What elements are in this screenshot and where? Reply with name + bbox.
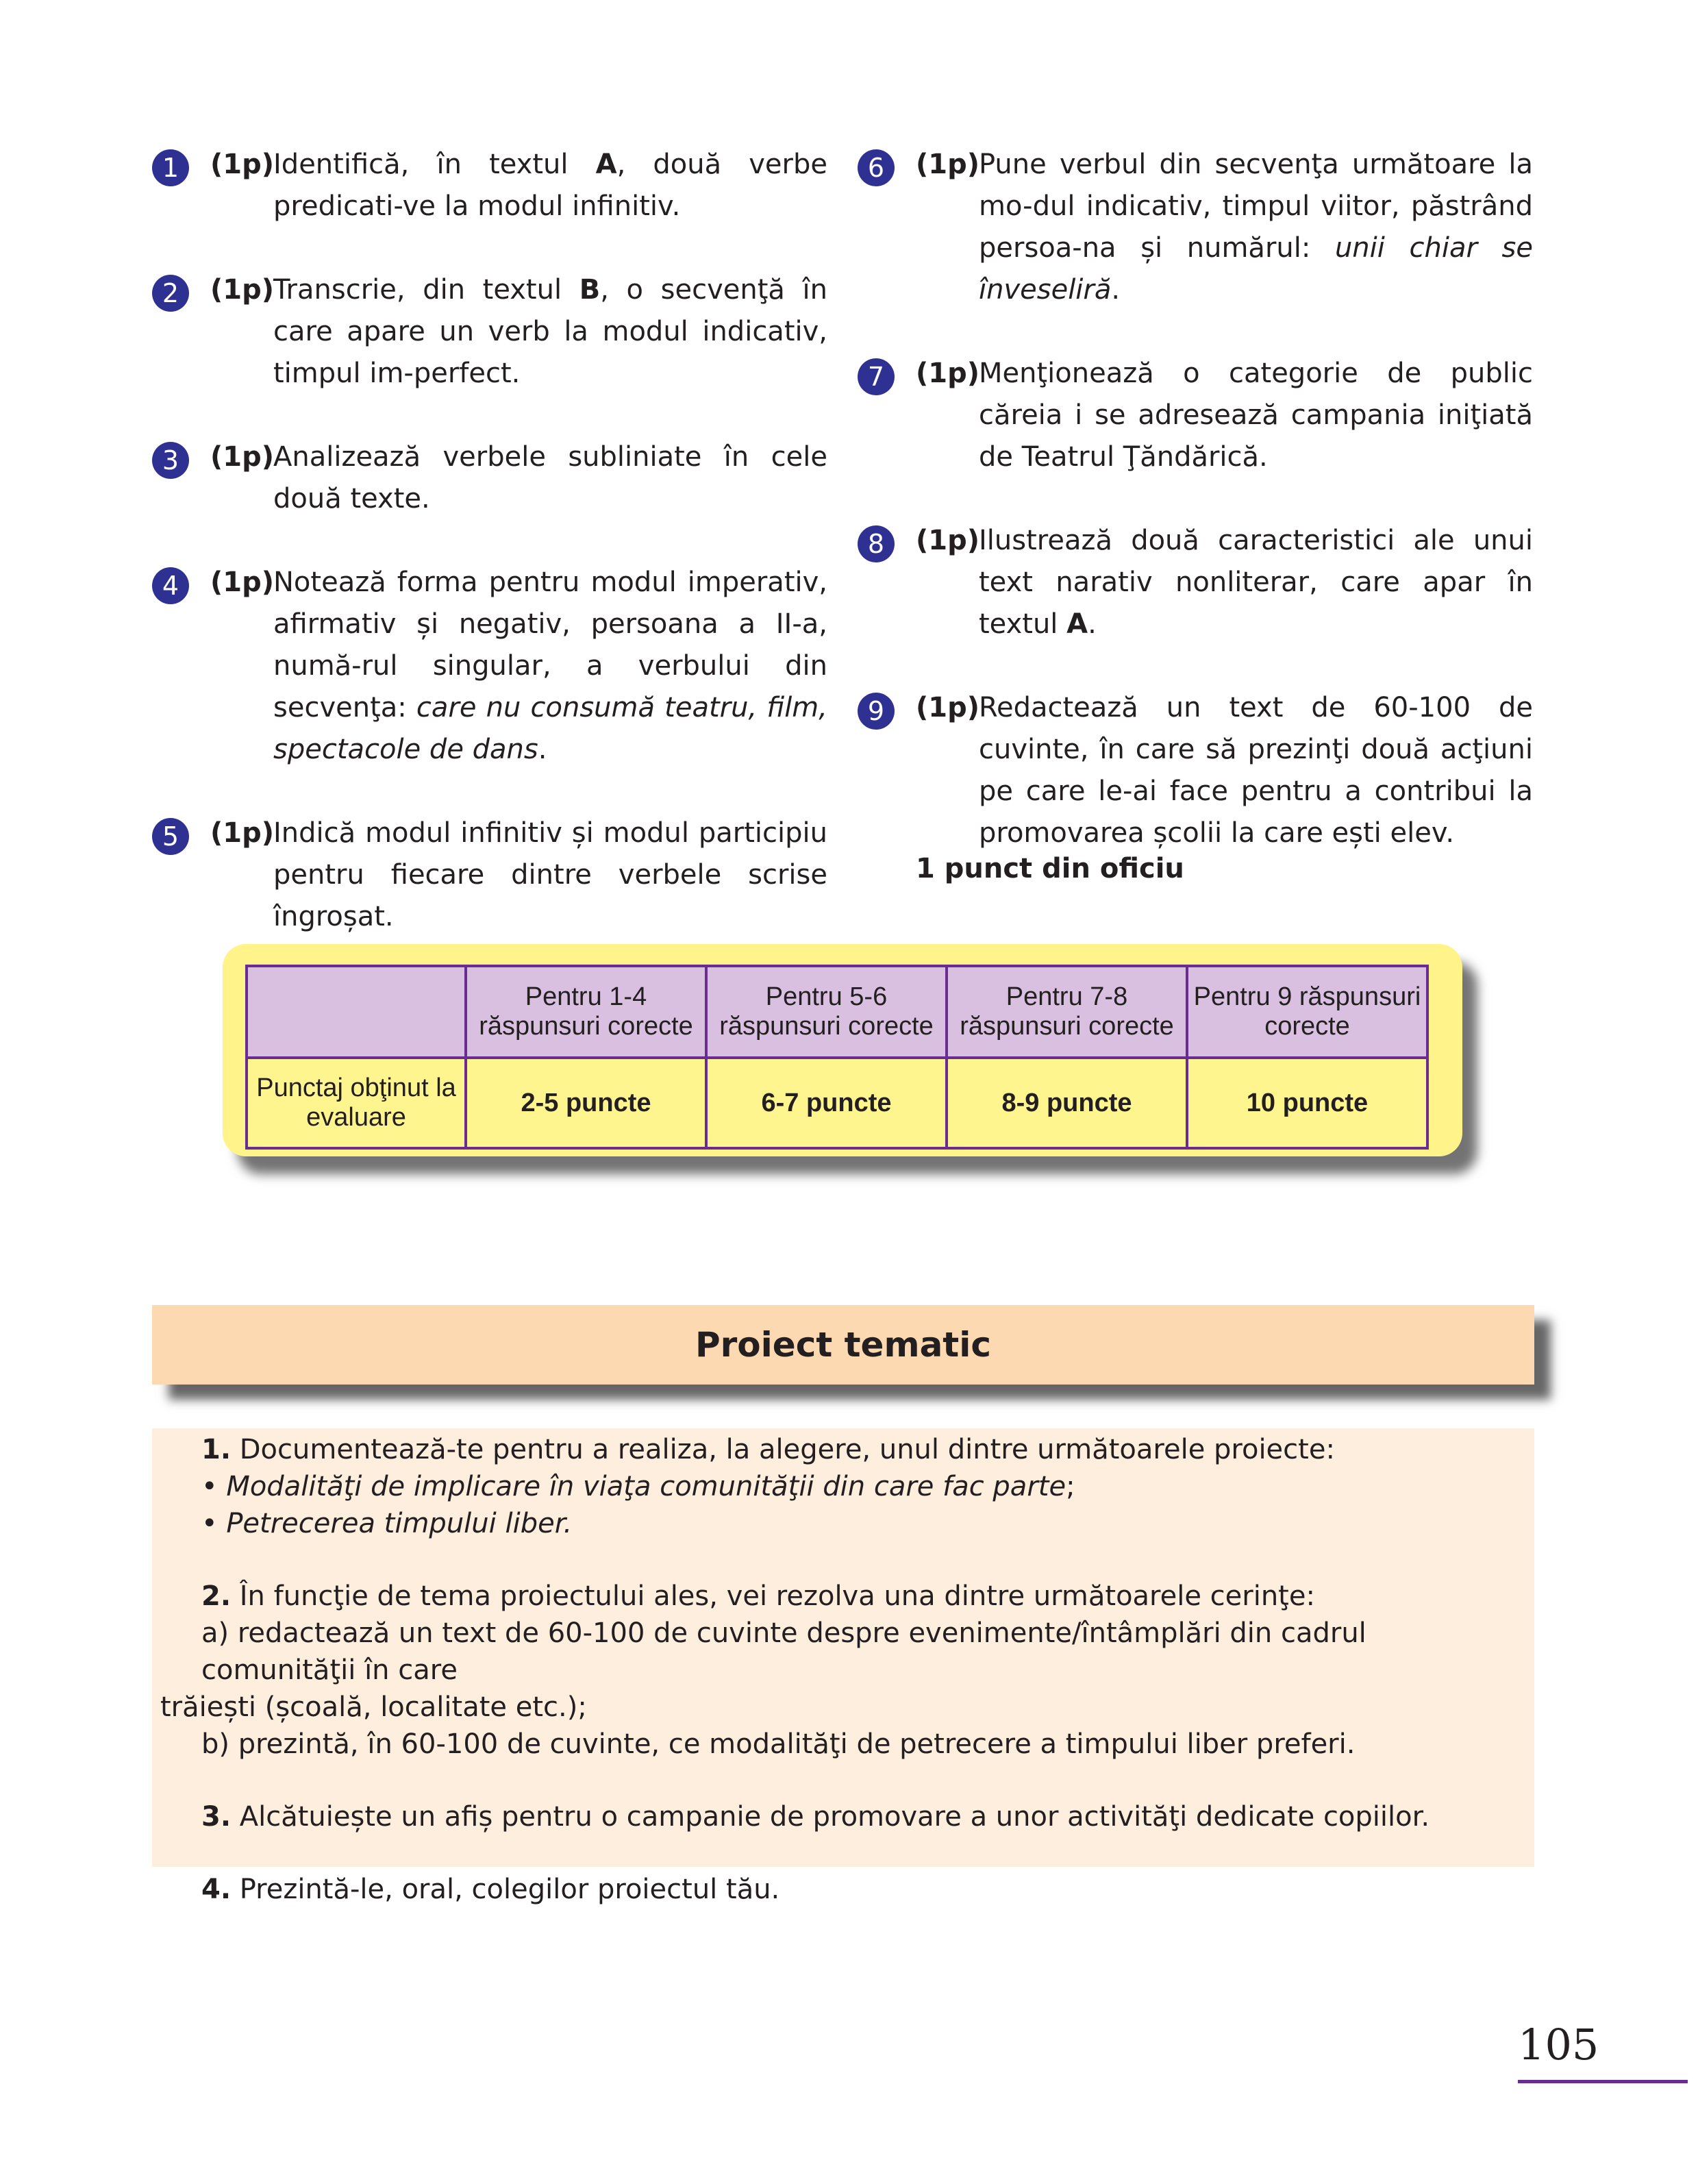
exercise-text-segment: , o secvenţă în care apare un verb la modul indicativ, timpul im-perfect. [273, 274, 827, 389]
exercise-item [152, 812, 827, 938]
project-bullet [160, 1505, 1526, 1542]
exercise-text-segment: B [579, 274, 601, 306]
exercise-points: (1p) [210, 149, 275, 180]
project-item-1 [160, 1431, 1526, 1468]
exercise-text [273, 269, 827, 395]
project-bullet-text: Modalităţi de implicare în viaţa comunităţii din care fac parte [226, 1471, 1066, 1502]
score-value-cell: 2-5 puncte [466, 1058, 706, 1148]
project-subitem-a-continued: trăiești (școală, localitate etc.); [160, 1691, 587, 1723]
project-item-2 [160, 1578, 1526, 1615]
project-bullet [160, 1468, 1526, 1505]
project-item-text: Alcătuiește un afiș pentru o campanie de promovare a unor activităţi dedicate copiilor. [239, 1801, 1430, 1833]
exercise-item [152, 436, 827, 520]
exercise-text-segment: . [1088, 608, 1097, 640]
exercise-item [858, 144, 1533, 311]
project-item-number: 2. [201, 1580, 232, 1612]
exercise-text [273, 812, 827, 938]
exercise-number-badge: 1 [152, 149, 189, 186]
page-number: 105 [1518, 2020, 1599, 2070]
exercise-points: (1p) [210, 441, 275, 473]
exercise-text [273, 436, 827, 520]
score-table [245, 965, 1429, 1150]
exercise-text-segment: Pune verbul din secvenţa următoare la mo-dul indicativ, timpul viitor, păstrând persoa-na și numărul: [979, 149, 1533, 264]
exercise-points: (1p) [916, 525, 980, 556]
score-header-cell: Pentru 1-4 răspunsuri corecte [466, 966, 706, 1058]
score-value-cell: 10 puncte [1187, 1058, 1427, 1148]
exercise-text-segment: . [538, 734, 547, 765]
exercise-text-segment: Notează forma pentru modul imperativ, afirmativ și negativ, persoana a II-a, numă-rul singular, a verbului din secvenţa: [273, 567, 827, 723]
exercise-points: (1p) [916, 358, 980, 389]
project-bullet-text: Petrecerea timpului liber. [226, 1508, 573, 1539]
exercise-number-badge: 7 [858, 358, 895, 395]
exercise-text [979, 687, 1533, 854]
score-table-corner [247, 966, 466, 1058]
exercise-column-left [152, 144, 827, 980]
exercise-text-segment: Transcrie, din textul [273, 274, 579, 306]
oficiu-note: 1 punct din oficiu [916, 853, 1184, 884]
score-header-cell: Pentru 7-8 răspunsuri corecte [947, 966, 1187, 1058]
exercise-points: (1p) [916, 149, 980, 180]
exercise-number-badge: 9 [858, 693, 895, 730]
exercise-item [152, 562, 827, 771]
project-item-4 [160, 1871, 1526, 1908]
exercise-text-segment: Menţionează o categorie de public căreia i se adresează campania iniţiată de Teatrul Ţăndărică. [979, 358, 1533, 473]
exercise-text-segment: unii chiar se înveseliră [979, 232, 1533, 306]
exercise-column-right [858, 144, 1533, 896]
score-row-label: Punctaj obţinut la evaluare [247, 1058, 466, 1148]
project-item-text: Prezintă-le, oral, colegilor proiectul tău. [239, 1874, 780, 1905]
exercise-item [858, 687, 1533, 854]
project-item-number: 3. [201, 1801, 232, 1833]
exercise-points: (1p) [210, 567, 275, 598]
exercise-number-badge: 3 [152, 442, 189, 479]
exercise-item [858, 353, 1533, 478]
exercise-text [979, 520, 1533, 645]
exercise-item [858, 520, 1533, 645]
exercise-number-badge: 4 [152, 567, 189, 604]
exercise-text-segment: Redactează un text de 60-100 de cuvinte, în care să prezinţi două acţiuni pe care le-ai face pentru a contribui la promovarea școlii la care ești elev. [979, 692, 1533, 849]
page-number-rule [1518, 2080, 1688, 2083]
project-item-text: Documentează-te pentru a realiza, la alegere, unul dintre următoarele proiecte: [239, 1434, 1335, 1465]
score-header-cell: Pentru 5-6 răspunsuri corecte [706, 966, 947, 1058]
score-table-value-row [247, 1058, 1427, 1148]
exercise-text [273, 562, 827, 771]
score-header-cell: Pentru 9 răspunsuri corecte [1187, 966, 1427, 1058]
exercise-item [152, 144, 827, 227]
exercise-number-badge: 8 [858, 525, 895, 562]
project-item-text: În funcţie de tema proiectului ales, vei rezolva una dintre următoarele cerinţe: [239, 1580, 1315, 1612]
exercise-text-segment: A [1066, 608, 1088, 640]
exercise-points: (1p) [210, 817, 275, 849]
score-value-cell: 6-7 puncte [706, 1058, 947, 1148]
project-instructions [152, 1428, 1534, 1905]
exercise-number-badge: 6 [858, 149, 895, 186]
exercise-text-segment: , două verbe predicati-ve la modul infinitiv. [273, 149, 827, 222]
project-item-number: 1. [201, 1434, 232, 1465]
exercise-number-badge: 2 [152, 275, 189, 312]
exercise-text [979, 144, 1533, 311]
bullet-icon: • [201, 1471, 218, 1502]
project-title-banner: Proiect tematic [152, 1305, 1534, 1385]
project-item-number: 4. [201, 1874, 232, 1905]
exercise-text [979, 353, 1533, 478]
exercise-text-segment: Analizează verbele subliniate în cele două texte. [273, 441, 827, 514]
exercise-text-segment: Ilustrează două caracteristici ale unui text narativ nonliterar, care apar în textul [979, 525, 1533, 640]
exercise-text-segment: A [595, 149, 617, 180]
project-item-3 [160, 1798, 1526, 1835]
exercise-text-segment: Identifică, în textul [273, 149, 596, 180]
project-subitem-b: b) prezintă, în 60-100 de cuvinte, ce modalităţi de petrecere a timpului liber preferi. [201, 1728, 1356, 1760]
project-subitem-a: a) redactează un text de 60-100 de cuvinte despre evenimente/întâmplări din cadrul comunităţii în care [201, 1617, 1366, 1686]
bullet-icon: • [201, 1508, 218, 1539]
score-table-header-row [247, 966, 1427, 1058]
exercise-text-segment: Indică modul infinitiv și modul participiu pentru fiecare dintre verbele scrise îngroșat. [273, 817, 827, 932]
exercise-points: (1p) [210, 274, 275, 306]
exercise-text [273, 144, 827, 227]
exercise-points: (1p) [916, 692, 980, 723]
score-value-cell: 8-9 puncte [947, 1058, 1187, 1148]
exercise-item [152, 269, 827, 395]
exercise-number-badge: 5 [152, 818, 189, 855]
score-table-panel [223, 944, 1462, 1156]
exercise-text-segment: care nu consumă teatru, film, spectacole de dans [273, 692, 827, 765]
project-bullet-punct: ; [1066, 1471, 1075, 1502]
exercise-text-segment: . [1111, 274, 1121, 306]
